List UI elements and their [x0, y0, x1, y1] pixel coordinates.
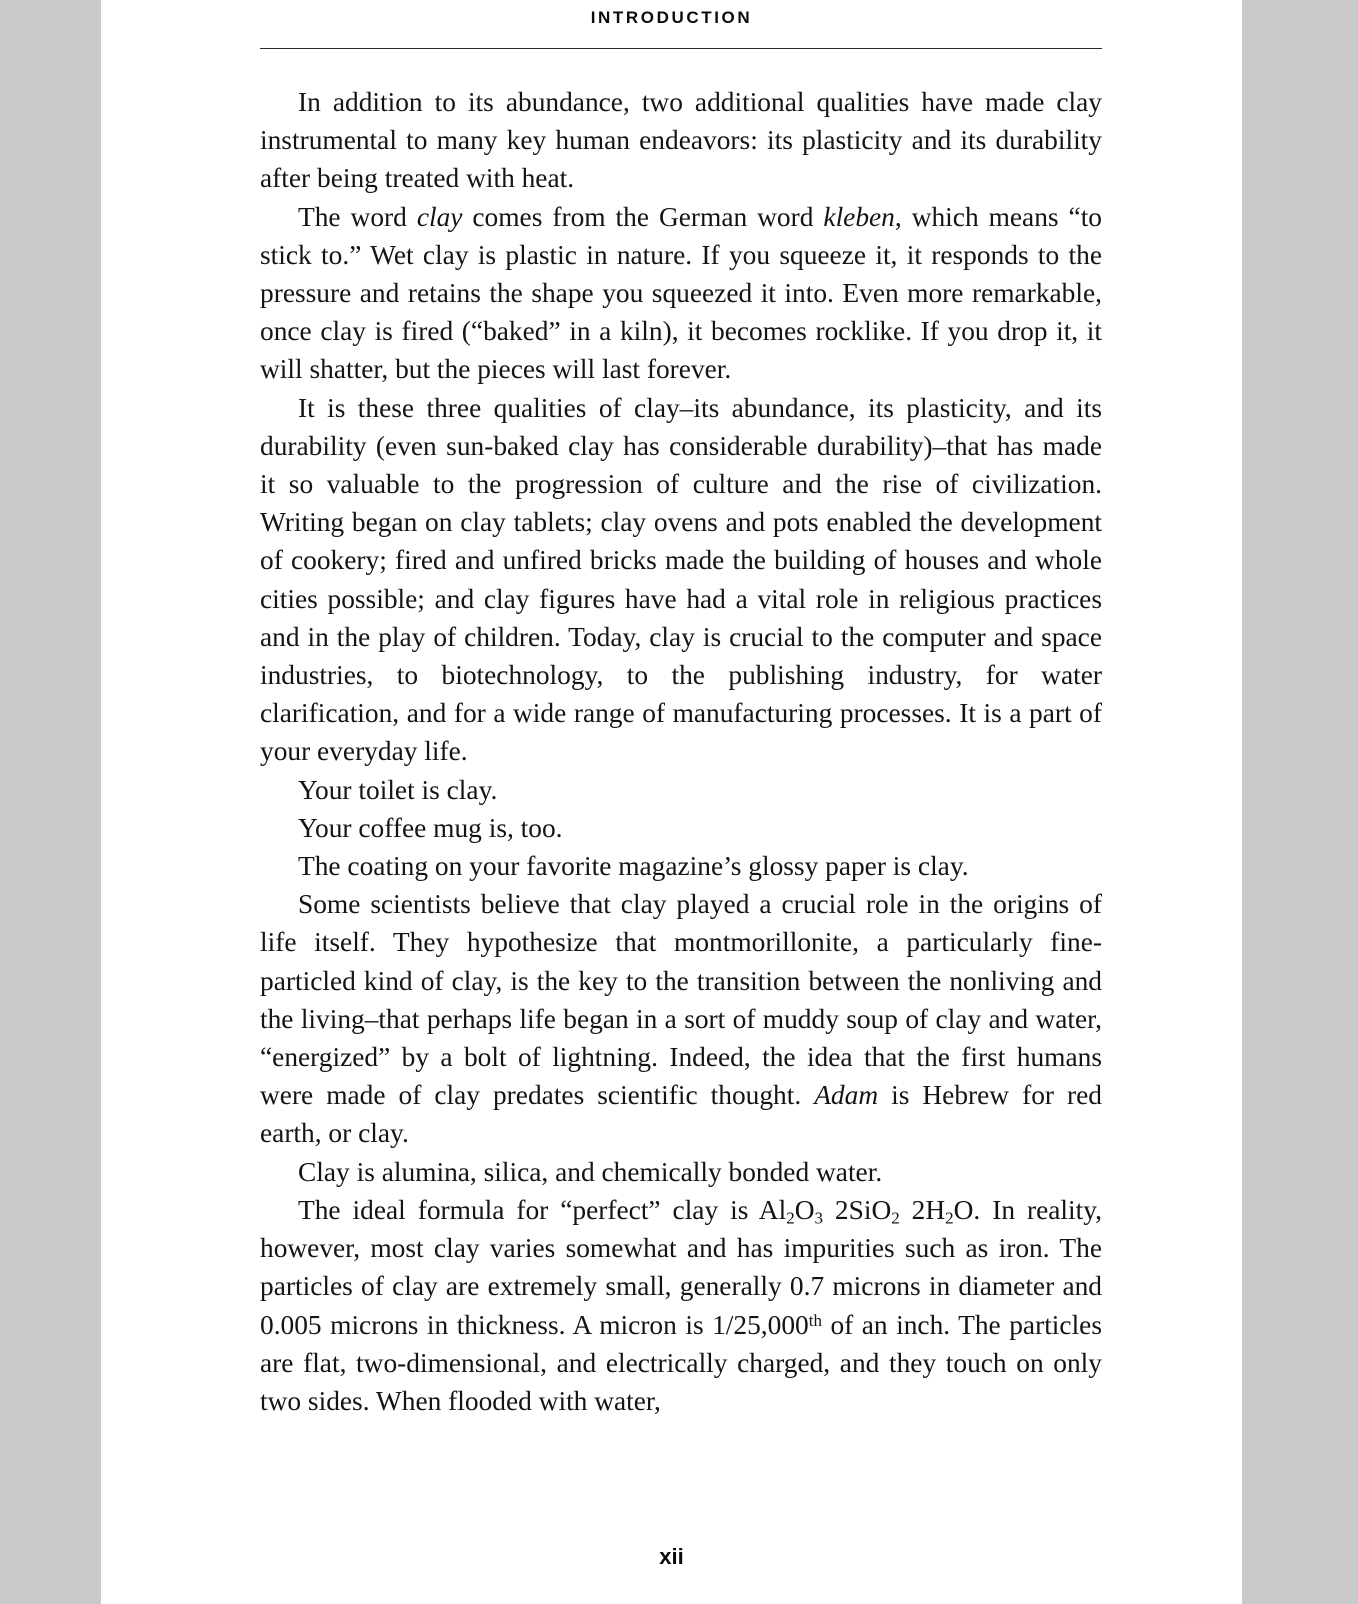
page-margin-left	[0, 0, 101, 1604]
body-paragraph: Your toilet is clay.	[298, 774, 498, 805]
body-paragraph: The coating on your favorite magazine’s glossy paper is clay.	[298, 851, 969, 882]
page-margin-right	[1242, 0, 1358, 1604]
running-head: INTRODUCTION	[590, 8, 753, 27]
body-text-column	[260, 83, 1102, 1420]
header-rule	[260, 48, 1102, 49]
body-paragraph: The ideal formula for “perfect” clay is $Al_2O_3$ 2SiO$_2$ $2H_2O$. In reality, however, most clay varies somewhat and has impurities such as iron. The particles of clay are extremely small, generally 0.7 microns in diameter and 0.005 microns in thickness. A micron is 1/25,000th of an inch. The particles are flat, two-dimensional, and electrically charged, and they touch on only two sides. When flooded with water,	[260, 1194, 1103, 1416]
page-number: xii	[659, 1544, 684, 1569]
body-paragraph: In addition to its abundance, two additional qualities have made clay instrumental to many key human endeavors: its plasticity and its durability after being treated with heat.	[260, 87, 1102, 194]
book-page	[101, 0, 1242, 1604]
body-paragraph: Your coffee mug is, too.	[298, 812, 563, 843]
body-paragraph: The word clay comes from the German word kleben, which means “to stick to.” Wet clay is plastic in nature. If you squeeze it, it responds to the pressure and retains the shape you squeezed it into. Even more remarkable, once clay is fired (“baked” in a kiln), it becomes rocklike. If you drop it, it will shatter, but the pieces will last forever.	[260, 201, 1102, 385]
body-paragraph: Clay is alumina, silica, and chemically bonded water.	[298, 1156, 883, 1187]
body-paragraph: It is these three qualities of clay–its abundance, its plasticity, and its durability (even sun-baked clay has considerable durability)–that has made it so valuable to the progression of culture and the rise of civilization. Writing began on clay tablets; clay ovens and pots enabled the development of cookery; fired and unfired bricks made the building of houses and whole cities possible; and clay figures have had a vital role in religious practices and in the play of children. Today, clay is crucial to the computer and space industries, to biotechnology, to the publishing industry, for water clarification, and for a wide range of manufacturing processes. It is a part of your everyday life.	[260, 392, 1102, 767]
body-paragraph: Some scientists believe that clay played a crucial role in the origins of life itself. They hypothesize that montmorillonite, a particularly fine-particled kind of clay, is the key to the transition between the nonliving and the living–that perhaps life began in a sort of muddy soup of clay and water, “energized” by a bolt of lightning. Indeed, the idea that the first humans were made of clay predates scientific thought. Adam is Hebrew for red earth, or clay.	[260, 889, 1103, 1149]
page-content	[101, 0, 1242, 1604]
